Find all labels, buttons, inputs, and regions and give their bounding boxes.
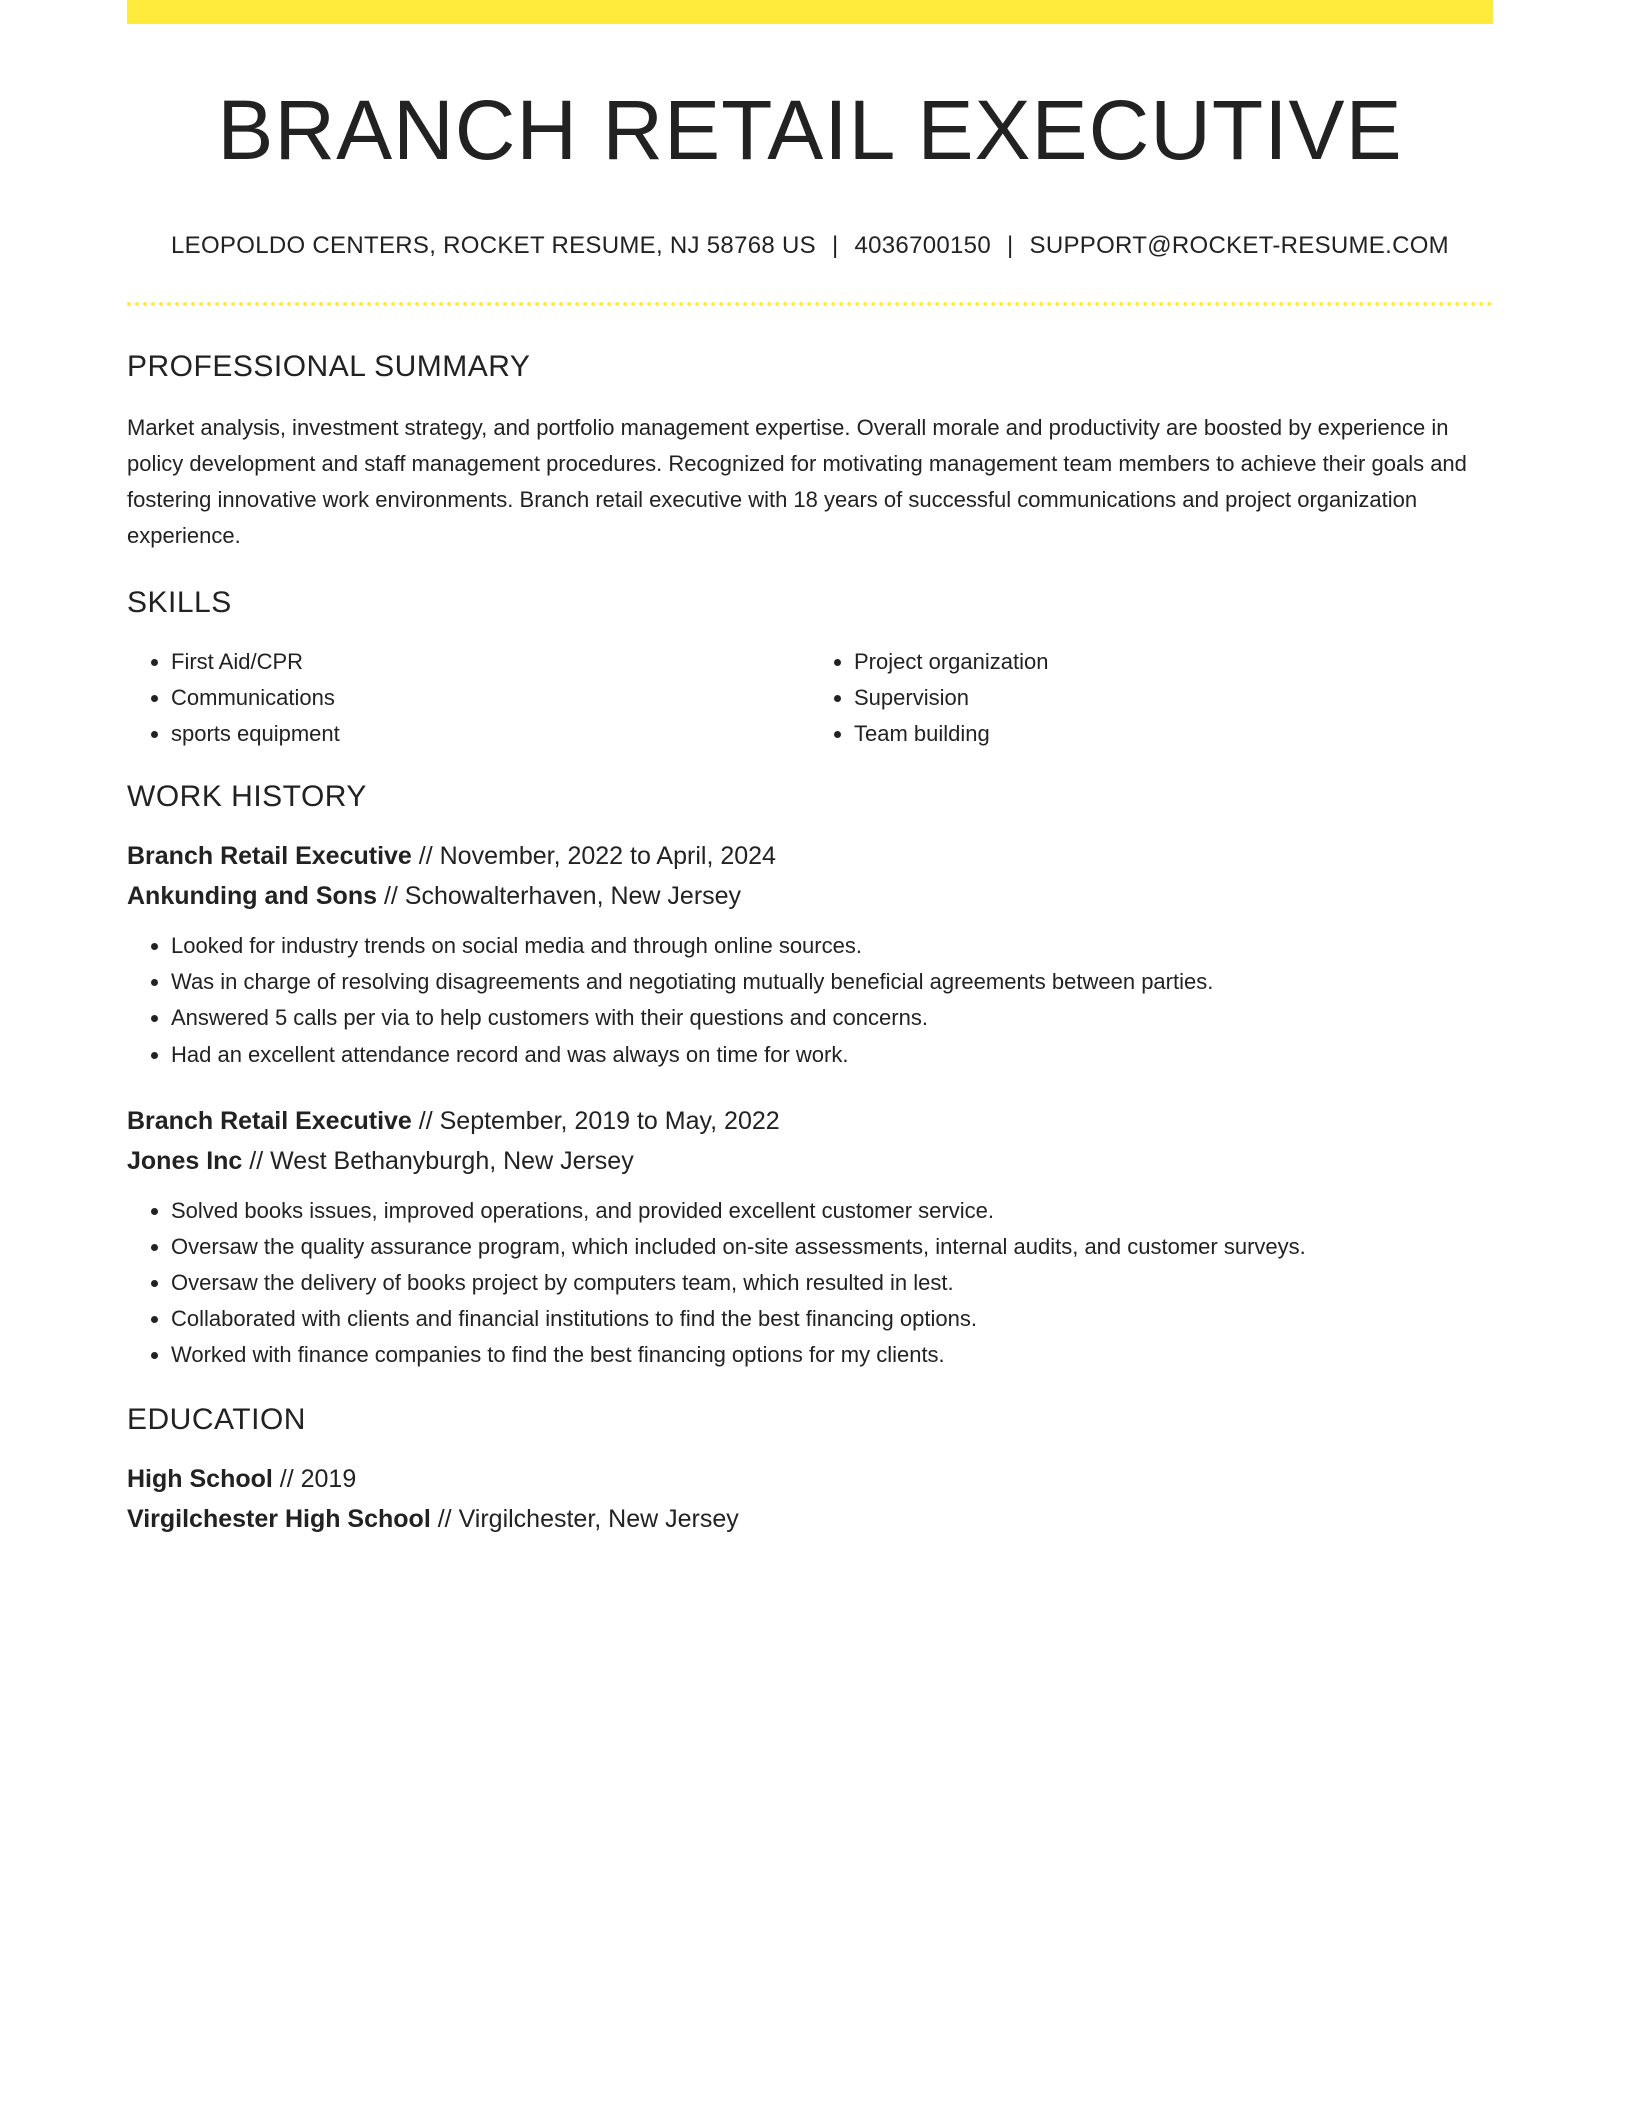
- resume-title: BRANCH RETAIL EXECUTIVE: [217, 83, 1403, 177]
- summary-text: Market analysis, investment strategy, and portfolio management expertise. Overall morale and productivity are boosted by experience in policy development and staff management procedures. Recognized for motivating management team members to achieve their goals and fostering innovative work environments. Branch retail executive with 18 years of successful communications and project organization experience.: [127, 415, 1467, 549]
- job-company-line: [127, 876, 1493, 916]
- job-bullet: • Had an excellent attendance record and was always on time for work.: [171, 1037, 1493, 1073]
- job-bullet: • Oversaw the quality assurance program, which included on-site assessments, internal audits, and customer surveys.: [171, 1229, 1493, 1265]
- education-school-line: [127, 1499, 1493, 1539]
- job-role: Branch Retail Executive: [127, 1107, 412, 1136]
- job-bullet: • Oversaw the delivery of books project by computers team, which resulted in lest.: [171, 1265, 1493, 1301]
- contact-separator: |: [831, 232, 839, 260]
- education-location: // Virgilchester, New Jersey: [430, 1505, 739, 1534]
- skills-heading: SKILLS: [127, 586, 232, 620]
- skills-column-right: [810, 644, 1493, 752]
- skill-item: • Project organization: [854, 644, 1493, 680]
- job-company: Ankunding and Sons: [127, 882, 377, 911]
- job-bullet: • Solved books issues, improved operations, and provided excellent customer service.: [171, 1193, 1493, 1229]
- job-dates: // September, 2019 to May, 2022: [411, 1107, 780, 1136]
- job-bullet: • Was in charge of resolving disagreements and negotiating mutually beneficial agreements between parties.: [171, 964, 1493, 1000]
- education-year: // 2019: [272, 1465, 357, 1494]
- job-role: Branch Retail Executive: [127, 842, 412, 871]
- skill-item: • sports equipment: [171, 716, 810, 752]
- job-bullet: • Looked for industry trends on social media and through online sources.: [171, 928, 1493, 964]
- resume-page: [127, 0, 1493, 1539]
- skill-item: • Communications: [171, 680, 810, 716]
- skills-list: [127, 644, 1493, 752]
- job-bullets: [127, 1193, 1493, 1373]
- job-bullet: • Collaborated with clients and financial institutions to find the best financing options.: [171, 1301, 1493, 1337]
- contact-separator: |: [1006, 232, 1014, 260]
- contact-phone: 4036700150: [854, 232, 991, 260]
- job-title-line: [127, 836, 1493, 876]
- skill-item: • First Aid/CPR: [171, 644, 810, 680]
- skill-item: • Team building: [854, 716, 1493, 752]
- job-company: Jones Inc: [127, 1147, 243, 1176]
- job-bullet: • Worked with finance companies to find the best financing options for my clients.: [171, 1337, 1493, 1373]
- job-bullets: [127, 928, 1493, 1073]
- contact-address: LEOPOLDO CENTERS, ROCKET RESUME, NJ 58768 US: [171, 232, 816, 260]
- contact-line: [127, 232, 1493, 260]
- summary-heading: PROFESSIONAL SUMMARY: [127, 350, 531, 384]
- education-degree-line: [127, 1459, 1493, 1499]
- dotted-divider: [127, 302, 1493, 306]
- work-history-heading: WORK HISTORY: [127, 780, 367, 814]
- job-company-line: [127, 1141, 1493, 1181]
- accent-bar: [127, 0, 1493, 24]
- skill-item: • Supervision: [854, 680, 1493, 716]
- job-entry: [127, 1101, 1493, 1373]
- education-degree: High School: [127, 1465, 273, 1494]
- job-location: // West Bethanyburgh, New Jersey: [242, 1147, 634, 1176]
- education-school: Virgilchester High School: [127, 1505, 431, 1534]
- job-title-line: [127, 1101, 1493, 1141]
- job-location: // Schowalterhaven, New Jersey: [377, 882, 742, 911]
- skills-column-left: [127, 644, 810, 752]
- job-dates: // November, 2022 to April, 2024: [411, 842, 776, 871]
- contact-email: SUPPORT@ROCKET-RESUME.COM: [1029, 232, 1449, 260]
- job-bullet: • Answered 5 calls per via to help customers with their questions and concerns.: [171, 1000, 1493, 1036]
- education-heading: EDUCATION: [127, 1403, 306, 1437]
- job-entry: [127, 836, 1493, 1073]
